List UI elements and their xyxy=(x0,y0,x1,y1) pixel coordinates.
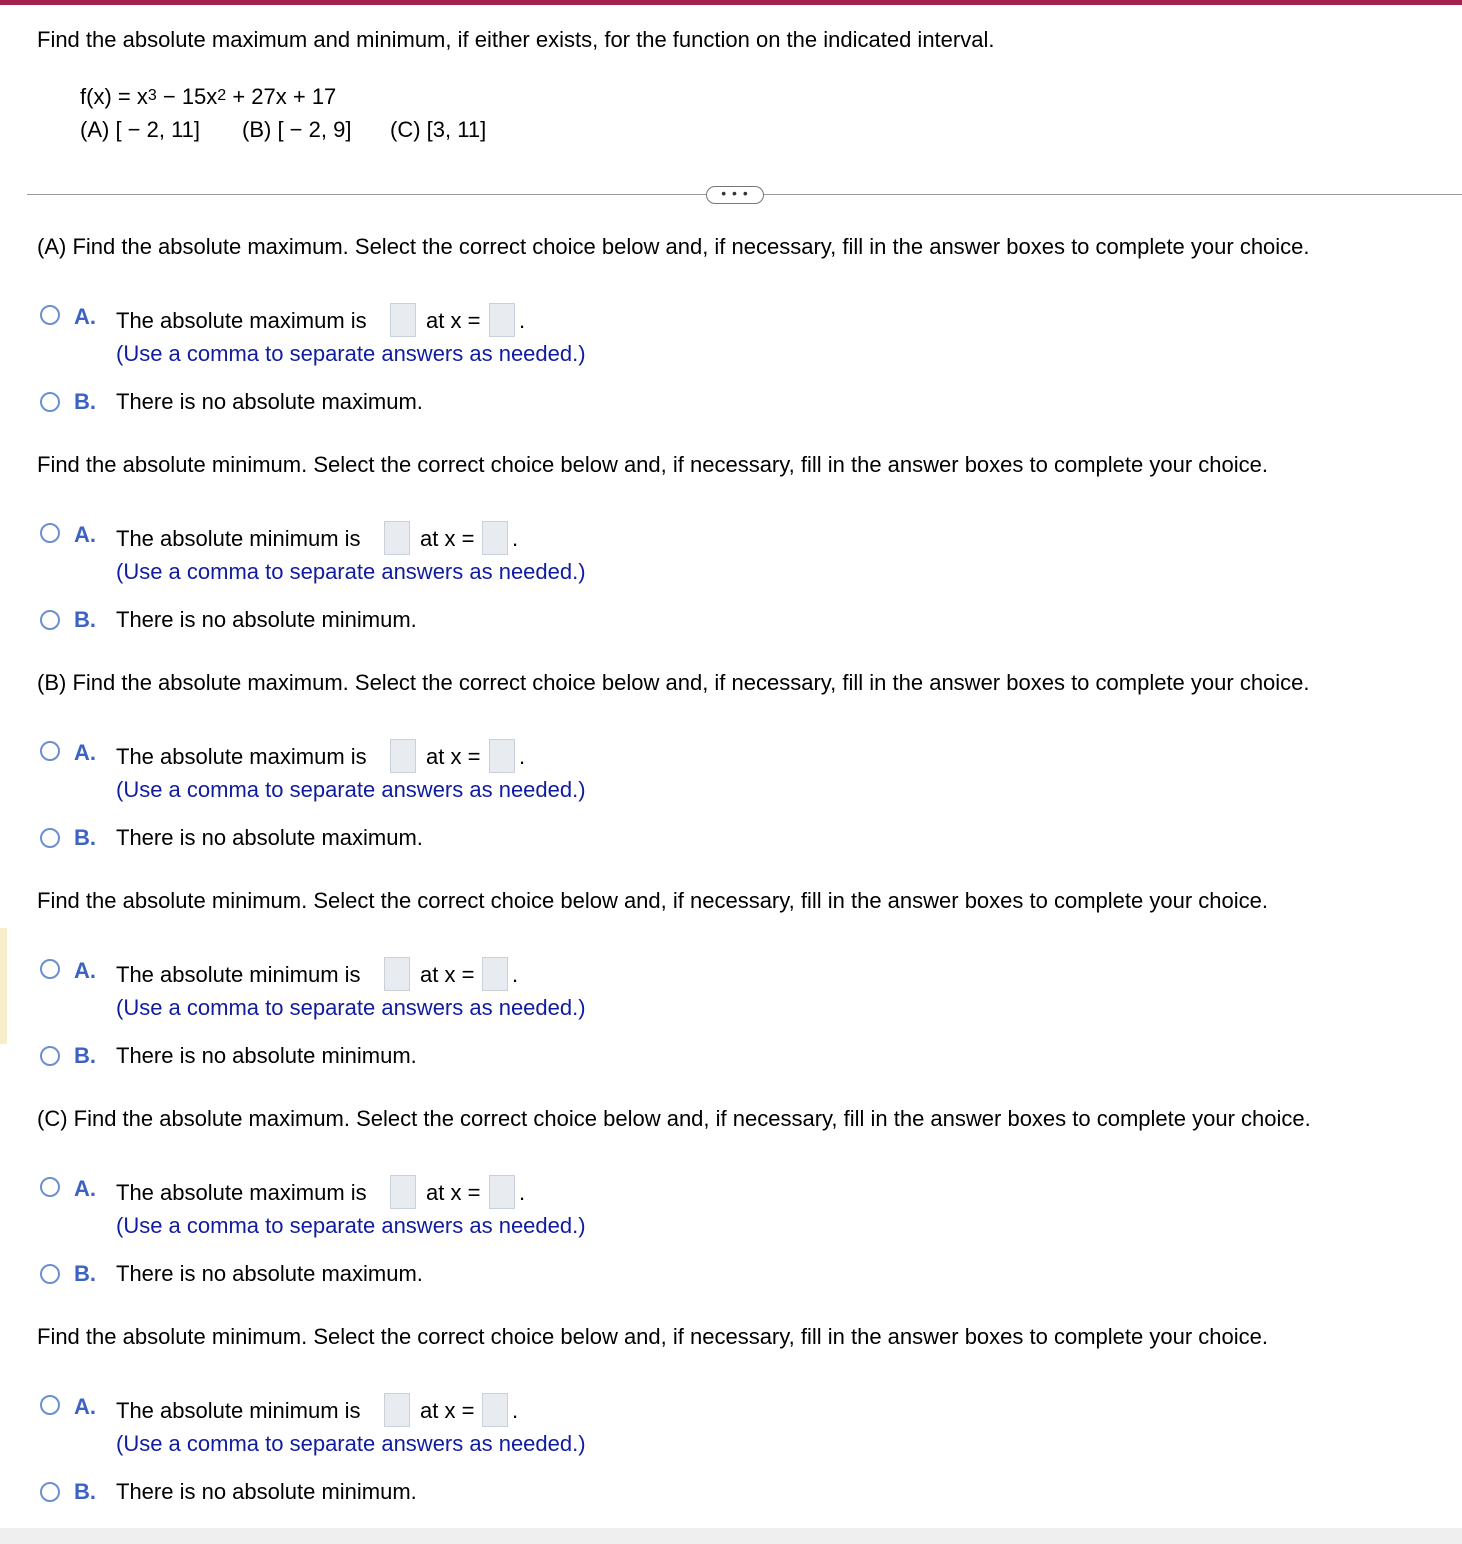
choice-b-letter: B. xyxy=(74,607,96,632)
question-prompt: Find the absolute minimum. Select the correct choice below and, if necessary, fill in the answer boxes to complete your choice. xyxy=(37,452,1268,477)
choice-a-letter: A. xyxy=(74,304,96,329)
at-x-label: at x = xyxy=(420,1398,475,1423)
question-prompt: (A) Find the absolute maximum. Select the correct choice below and, if necessary, fill in the answer boxes to complete your choice. xyxy=(37,234,1310,259)
bottom-bar xyxy=(0,1528,1462,1544)
choice-a-text: The absolute maximum is xyxy=(116,308,367,333)
comma-hint: (Use a comma to separate answers as needed.) xyxy=(116,995,586,1020)
choice-b-text: There is no absolute minimum. xyxy=(116,1043,417,1068)
problem-statement: Find the absolute maximum and minimum, if either exists, for the function on the indicated interval. xyxy=(37,27,995,52)
choice-b-text: There is no absolute minimum. xyxy=(116,607,417,632)
sentence-period: . xyxy=(512,526,519,551)
interval-list xyxy=(80,117,486,143)
function-exponent-2: 2 xyxy=(217,87,227,104)
at-x-label: at x = xyxy=(420,962,475,987)
choice-b-text: There is no absolute maximum. xyxy=(116,1261,423,1286)
at-x-label: at x = xyxy=(426,744,481,769)
answer-x-input[interactable] xyxy=(489,303,515,337)
question-prompt: Find the absolute minimum. Select the correct choice below and, if necessary, fill in the answer boxes to complete your choice. xyxy=(37,888,1268,913)
choice-b-letter: B. xyxy=(74,1261,96,1286)
function-prefix: f(x) = x xyxy=(80,84,148,109)
answer-value-input[interactable] xyxy=(390,739,416,773)
choice-a-letter: A. xyxy=(74,958,96,983)
choice-a-text: The absolute maximum is xyxy=(116,744,367,769)
choice-b-radio[interactable] xyxy=(40,1482,60,1502)
choice-b-radio[interactable] xyxy=(40,1264,60,1284)
choice-a-letter: A. xyxy=(74,1394,96,1419)
choice-a-letter: A. xyxy=(74,522,96,547)
answer-value-input[interactable] xyxy=(384,521,410,555)
choice-b-radio[interactable] xyxy=(40,392,60,412)
answer-value-input[interactable] xyxy=(384,957,410,991)
choice-a-text: The absolute minimum is xyxy=(116,962,361,987)
choice-a-radio[interactable] xyxy=(40,1395,60,1415)
comma-hint: (Use a comma to separate answers as needed.) xyxy=(116,1213,586,1238)
comma-hint: (Use a comma to separate answers as needed.) xyxy=(116,341,586,366)
function-suffix: + 27x + 17 xyxy=(226,84,337,109)
choice-b-text: There is no absolute minimum. xyxy=(116,1479,417,1504)
choice-a-text: The absolute maximum is xyxy=(116,1180,367,1205)
choice-a-radio[interactable] xyxy=(40,959,60,979)
at-x-label: at x = xyxy=(426,1180,481,1205)
choice-a-radio[interactable] xyxy=(40,741,60,761)
question-prompt: Find the absolute minimum. Select the correct choice below and, if necessary, fill in the answer boxes to complete your choice. xyxy=(37,1324,1268,1349)
answer-x-input[interactable] xyxy=(482,1393,508,1427)
sentence-period: . xyxy=(512,962,519,987)
sentence-period: . xyxy=(512,1398,519,1423)
at-x-label: at x = xyxy=(426,308,481,333)
interval-b: (B) [ − 2, 9] xyxy=(242,117,352,142)
choice-b-letter: B. xyxy=(74,1043,96,1068)
function-definition xyxy=(80,84,336,113)
choice-b-letter: B. xyxy=(74,389,96,414)
answer-x-input[interactable] xyxy=(482,521,508,555)
question-prompt: (B) Find the absolute maximum. Select the correct choice below and, if necessary, fill in the answer boxes to complete your choice. xyxy=(37,670,1310,695)
function-exponent-1: 3 xyxy=(147,87,157,104)
choice-a-radio[interactable] xyxy=(40,305,60,325)
sentence-period: . xyxy=(519,308,526,333)
comma-hint: (Use a comma to separate answers as needed.) xyxy=(116,559,586,584)
question-prompt: (C) Find the absolute maximum. Select the correct choice below and, if necessary, fill in the answer boxes to complete your choice. xyxy=(37,1106,1311,1131)
comma-hint: (Use a comma to separate answers as needed.) xyxy=(116,777,586,802)
answer-x-input[interactable] xyxy=(482,957,508,991)
choice-a-radio[interactable] xyxy=(40,1177,60,1197)
choice-b-radio[interactable] xyxy=(40,828,60,848)
choice-b-radio[interactable] xyxy=(40,610,60,630)
choice-b-letter: B. xyxy=(74,825,96,850)
answer-x-input[interactable] xyxy=(489,739,515,773)
interval-a: (A) [ − 2, 11] xyxy=(80,117,201,142)
sentence-period: . xyxy=(519,1180,526,1205)
function-middle: − 15x xyxy=(156,84,218,109)
choice-a-letter: A. xyxy=(74,1176,96,1201)
choice-a-letter: A. xyxy=(74,740,96,765)
comma-hint: (Use a comma to separate answers as needed.) xyxy=(116,1431,586,1456)
sentence-period: . xyxy=(519,744,526,769)
choice-a-text: The absolute minimum is xyxy=(116,1398,361,1423)
at-x-label: at x = xyxy=(420,526,475,551)
choice-b-letter: B. xyxy=(74,1479,96,1504)
expand-more-button[interactable]: • • • xyxy=(706,186,764,204)
choice-b-text: There is no absolute maximum. xyxy=(116,825,423,850)
top-accent-bar xyxy=(0,0,1462,5)
choice-b-text: There is no absolute maximum. xyxy=(116,389,423,414)
answer-value-input[interactable] xyxy=(384,1393,410,1427)
left-highlight-marker xyxy=(0,928,7,1044)
choice-a-radio[interactable] xyxy=(40,523,60,543)
answer-value-input[interactable] xyxy=(390,1175,416,1209)
answer-value-input[interactable] xyxy=(390,303,416,337)
choice-b-radio[interactable] xyxy=(40,1046,60,1066)
answer-x-input[interactable] xyxy=(489,1175,515,1209)
interval-c: (C) [3, 11] xyxy=(390,117,487,142)
choice-a-text: The absolute minimum is xyxy=(116,526,361,551)
